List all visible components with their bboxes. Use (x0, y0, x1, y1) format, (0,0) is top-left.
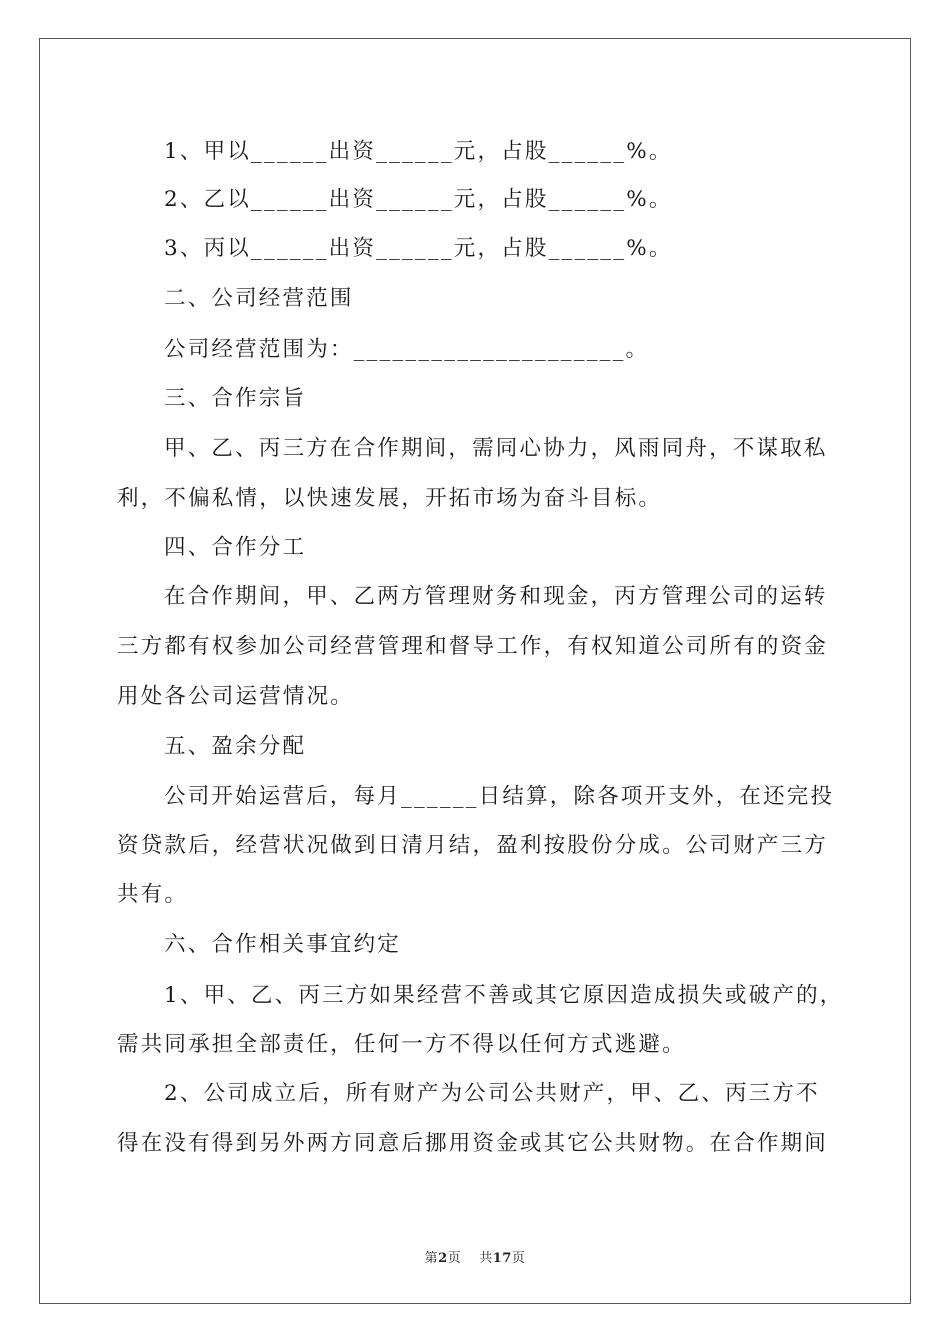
text-line: 公司开始运营后，每月______日结算，除各项开支外，在还完投 (164, 784, 835, 809)
section-heading: 二、公司经营范围 (164, 286, 354, 311)
total-pages: 17 (492, 1251, 512, 1266)
text-line: 得在没有得到另外两方同意后挪用资金或其它公共财物。在合作期间 (117, 1131, 829, 1156)
text-line: 甲、乙、丙三方在合作期间，需同心协力，风雨同舟，不谋取私 (164, 436, 828, 461)
section-heading: 四、合作分工 (164, 535, 307, 560)
text-line: 在合作期间，甲、乙两方管理财务和现金，丙方管理公司的运转 (164, 584, 828, 609)
text-line: 1、甲以______出资______元，占股______%。 (164, 139, 673, 164)
text-line: 需共同承担全部责任，任何一方不得以任何方式逃避。 (117, 1032, 686, 1057)
page-suffix: 页 (447, 1251, 462, 1266)
text-line: 三方都有权参加公司经营管理和督导工作，有权知道公司所有的资金 (117, 634, 829, 659)
total-suffix: 页 (511, 1251, 526, 1266)
text-line: 利，不偏私情，以快速发展，开拓市场为奋斗目标。 (117, 486, 663, 511)
page-border (39, 38, 911, 1304)
page-prefix: 第 (424, 1251, 439, 1266)
text-line: 1、甲、乙、丙三方如果经营不善或其它原因造成损失或破产的， (164, 983, 844, 1008)
text-line: 2、乙以______出资______元，占股______%。 (164, 187, 673, 212)
text-line: 资贷款后，经营状况做到日清月结，盈利按股份分成。公司财产三方 (117, 833, 829, 858)
text-line: 用处各公司运营情况。 (117, 684, 355, 709)
section-heading: 三、合作宗旨 (164, 386, 307, 411)
text-line: 公司经营范围为：_____________________。 (164, 337, 650, 362)
page-footer (0, 1247, 950, 1266)
text-line: 3、丙以______出资______元，占股______%。 (164, 236, 673, 261)
text-line: 2、公司成立后，所有财产为公司公共财产，甲、乙、丙三方不 (164, 1081, 820, 1106)
section-heading: 六、合作相关事宜约定 (164, 932, 402, 957)
section-heading: 五、盈余分配 (164, 734, 307, 759)
total-prefix: 共 (479, 1251, 493, 1266)
page-number: 2 (438, 1251, 448, 1266)
text-line: 共有。 (117, 882, 189, 907)
